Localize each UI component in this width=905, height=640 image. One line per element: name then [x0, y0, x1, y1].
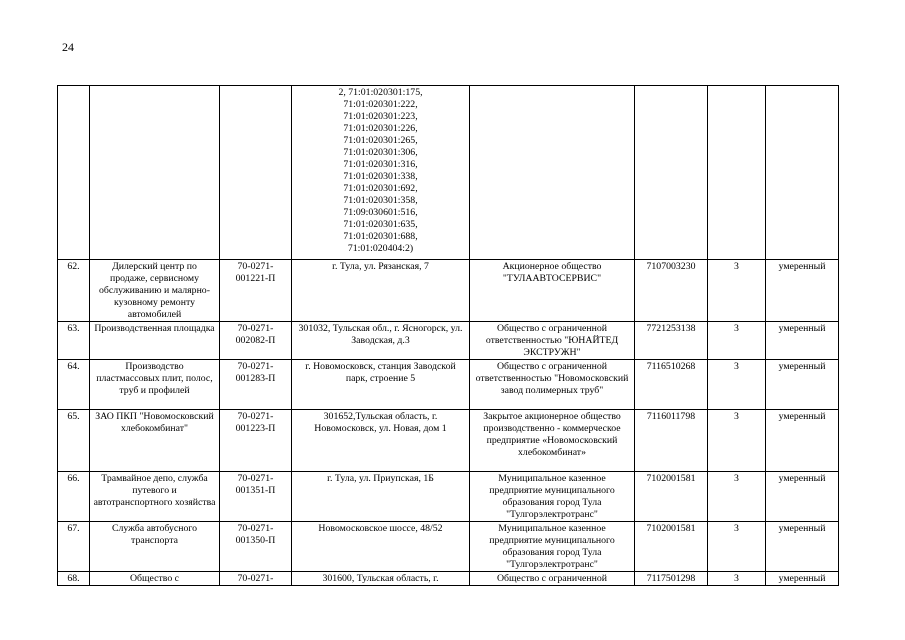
cell-address: Новомосковское шоссе, 48/52 — [292, 522, 470, 572]
cell-reg-code: 70-0271-001351-П — [220, 472, 292, 522]
cell-name: Производственная площадка — [90, 322, 220, 360]
cell-num: 67. — [58, 522, 90, 572]
cell-num: 63. — [58, 322, 90, 360]
cell-reg-code: 70-0271-001221-П — [220, 260, 292, 322]
cell-cadastral-list — [292, 86, 470, 260]
cadastral-line: 71:01:020301:635, — [343, 219, 418, 230]
table-row — [58, 360, 839, 410]
cell-reg-code: 70-0271-001350-П — [220, 522, 292, 572]
cadastral-line: 71:01:020404:2) — [347, 243, 414, 254]
cell-category — [708, 86, 766, 260]
cadastral-line: 71:01:020301:358, — [343, 195, 418, 206]
cell-name: Производство пластмассовых плит, полос, труб и профилей — [90, 360, 220, 410]
cell-num: 66. — [58, 472, 90, 522]
cell-organization: Закрытое акционерное общество производственно - коммерческое предприятие «Новомосковский хлебокомбинат» — [470, 410, 635, 472]
cell-risk: умеренный — [766, 260, 839, 322]
cadastral-line: 71:01:020301:265, — [343, 135, 418, 146]
cell-inn: 7102001581 — [635, 472, 708, 522]
cell-inn: 7107003230 — [635, 260, 708, 322]
cell-address: 301652,Тульская область, г. Новомосковск, ул. Новая, дом 1 — [292, 410, 470, 472]
cell-risk: умеренный — [766, 360, 839, 410]
table-row — [58, 260, 839, 322]
cell-address: г. Тула, ул. Рязанская, 7 — [292, 260, 470, 322]
cell-organization: Общество с ограниченной ответственностью "ЮНАЙТЕД ЭКСТРУЖН" — [470, 322, 635, 360]
cell-organization: Муниципальное казенное предприятие муниципального образования город Тула "Тулгорэлектротранс" — [470, 522, 635, 572]
cell-address: 301032, Тульская обл., г. Ясногорск, ул. Заводская, д.3 — [292, 322, 470, 360]
cell-name: Трамвайное депо, служба путевого и автотранспортного хозяйства — [90, 472, 220, 522]
cell-reg-code: 70-0271-001283-П — [220, 360, 292, 410]
cell-name: ЗАО ПКП "Новомосковский хлебокомбинат" — [90, 410, 220, 472]
cell-name: Дилерский центр по продаже, сервисному обслуживанию и малярно-кузовному ремонту автомобилей — [90, 260, 220, 322]
cell-name — [90, 86, 220, 260]
cadastral-line: 71:01:020301:316, — [343, 159, 418, 170]
cell-name: Общество с — [90, 572, 220, 586]
cell-organization: Муниципальное казенное предприятие муниципального образования город Тула "Тулгорэлектротранс" — [470, 472, 635, 522]
cadastral-line: 71:01:020301:688, — [343, 231, 418, 242]
cadastral-line: 71:09:030601:516, — [343, 207, 418, 218]
objects-registry-table — [57, 85, 839, 586]
cell-category: 3 — [708, 472, 766, 522]
cell-organization: Общество с ограниченной — [470, 572, 635, 586]
cell-organization: Общество с ограниченной ответственностью "Новомосковский завод полимерных труб" — [470, 360, 635, 410]
cadastral-line: 71:01:020301:692, — [343, 183, 418, 194]
cell-category: 3 — [708, 260, 766, 322]
cell-address: 301600, Тульская область, г. — [292, 572, 470, 586]
cell-organization: Акционерное общество "ТУЛААВТОСЕРВИС" — [470, 260, 635, 322]
cell-reg-code: 70-0271-001223-П — [220, 410, 292, 472]
table-row — [58, 410, 839, 472]
cell-category: 3 — [708, 522, 766, 572]
cell-inn: 7116510268 — [635, 360, 708, 410]
cell-category: 3 — [708, 410, 766, 472]
page-number: 24 — [62, 40, 74, 54]
cell-reg-code: 70-0271- — [220, 572, 292, 586]
cell-num: 68. — [58, 572, 90, 586]
cadastral-line: 71:01:020301:306, — [343, 147, 418, 158]
table-row — [58, 572, 839, 586]
cadastral-line: 71:01:020301:222, — [343, 99, 418, 110]
cell-num: 62. — [58, 260, 90, 322]
table-row — [58, 472, 839, 522]
cell-risk: умеренный — [766, 472, 839, 522]
cell-inn: 7117501298 — [635, 572, 708, 586]
cell-category: 3 — [708, 322, 766, 360]
cell-risk: умеренный — [766, 410, 839, 472]
cell-inn: 7116011798 — [635, 410, 708, 472]
cell-address: г. Новомосковск, станция Заводской парк, строение 5 — [292, 360, 470, 410]
cadastral-line: 71:01:020301:338, — [343, 171, 418, 182]
cell-organization — [470, 86, 635, 260]
cell-reg-code: 70-0271-002082-П — [220, 322, 292, 360]
table-row-continuation — [58, 86, 839, 260]
cell-risk — [766, 86, 839, 260]
cell-category: 3 — [708, 360, 766, 410]
table-row — [58, 522, 839, 572]
cadastral-line: 71:01:020301:226, — [343, 123, 418, 134]
cell-inn: 7721253138 — [635, 322, 708, 360]
cell-risk: умеренный — [766, 322, 839, 360]
cell-num: 64. — [58, 360, 90, 410]
table-row — [58, 322, 839, 360]
cadastral-line: 71:01:020301:223, — [343, 111, 418, 122]
cell-risk: умеренный — [766, 522, 839, 572]
cell-num — [58, 86, 90, 260]
cell-reg-code — [220, 86, 292, 260]
cell-category: 3 — [708, 572, 766, 586]
cell-num: 65. — [58, 410, 90, 472]
cell-risk: умеренный — [766, 572, 839, 586]
cell-name: Служба автобусного транспорта — [90, 522, 220, 572]
cell-inn: 7102001581 — [635, 522, 708, 572]
cell-address: г. Тула, ул. Приупская, 1Б — [292, 472, 470, 522]
cell-inn — [635, 86, 708, 260]
cadastral-line: 2, 71:01:020301:175, — [338, 87, 423, 98]
